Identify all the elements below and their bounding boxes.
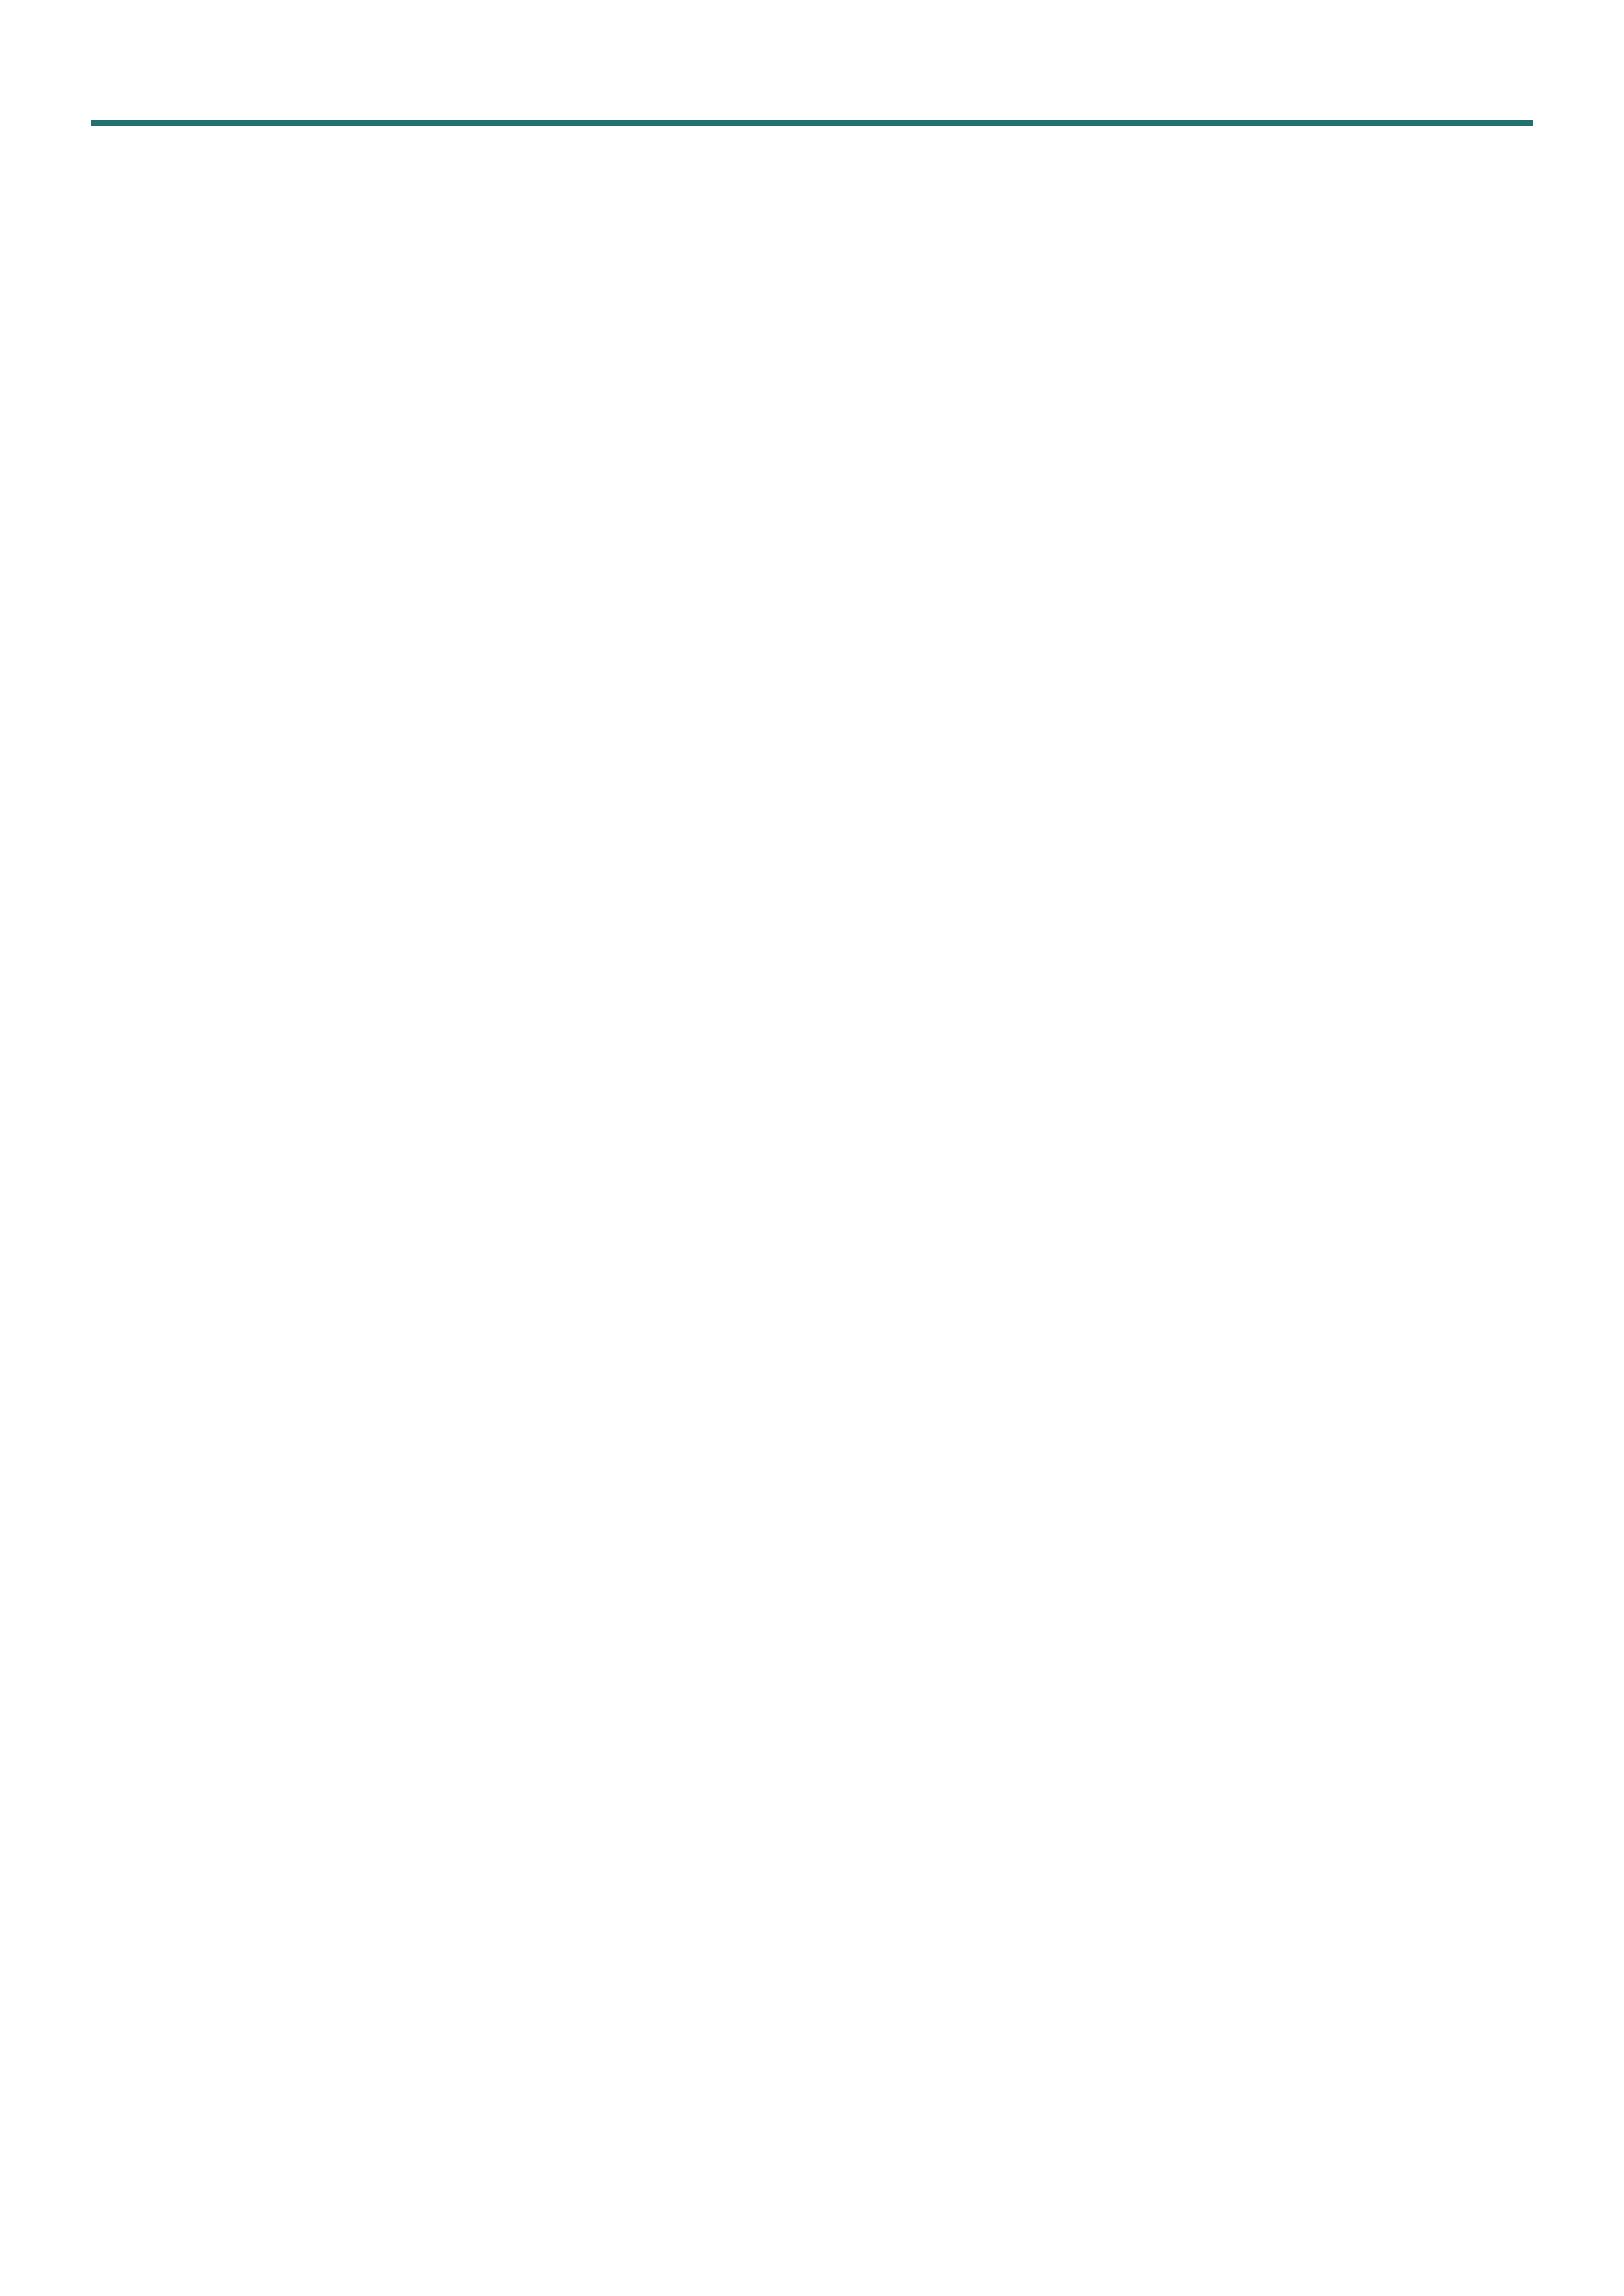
header-divider: [91, 120, 1533, 126]
combo-chart: [157, 287, 1473, 934]
